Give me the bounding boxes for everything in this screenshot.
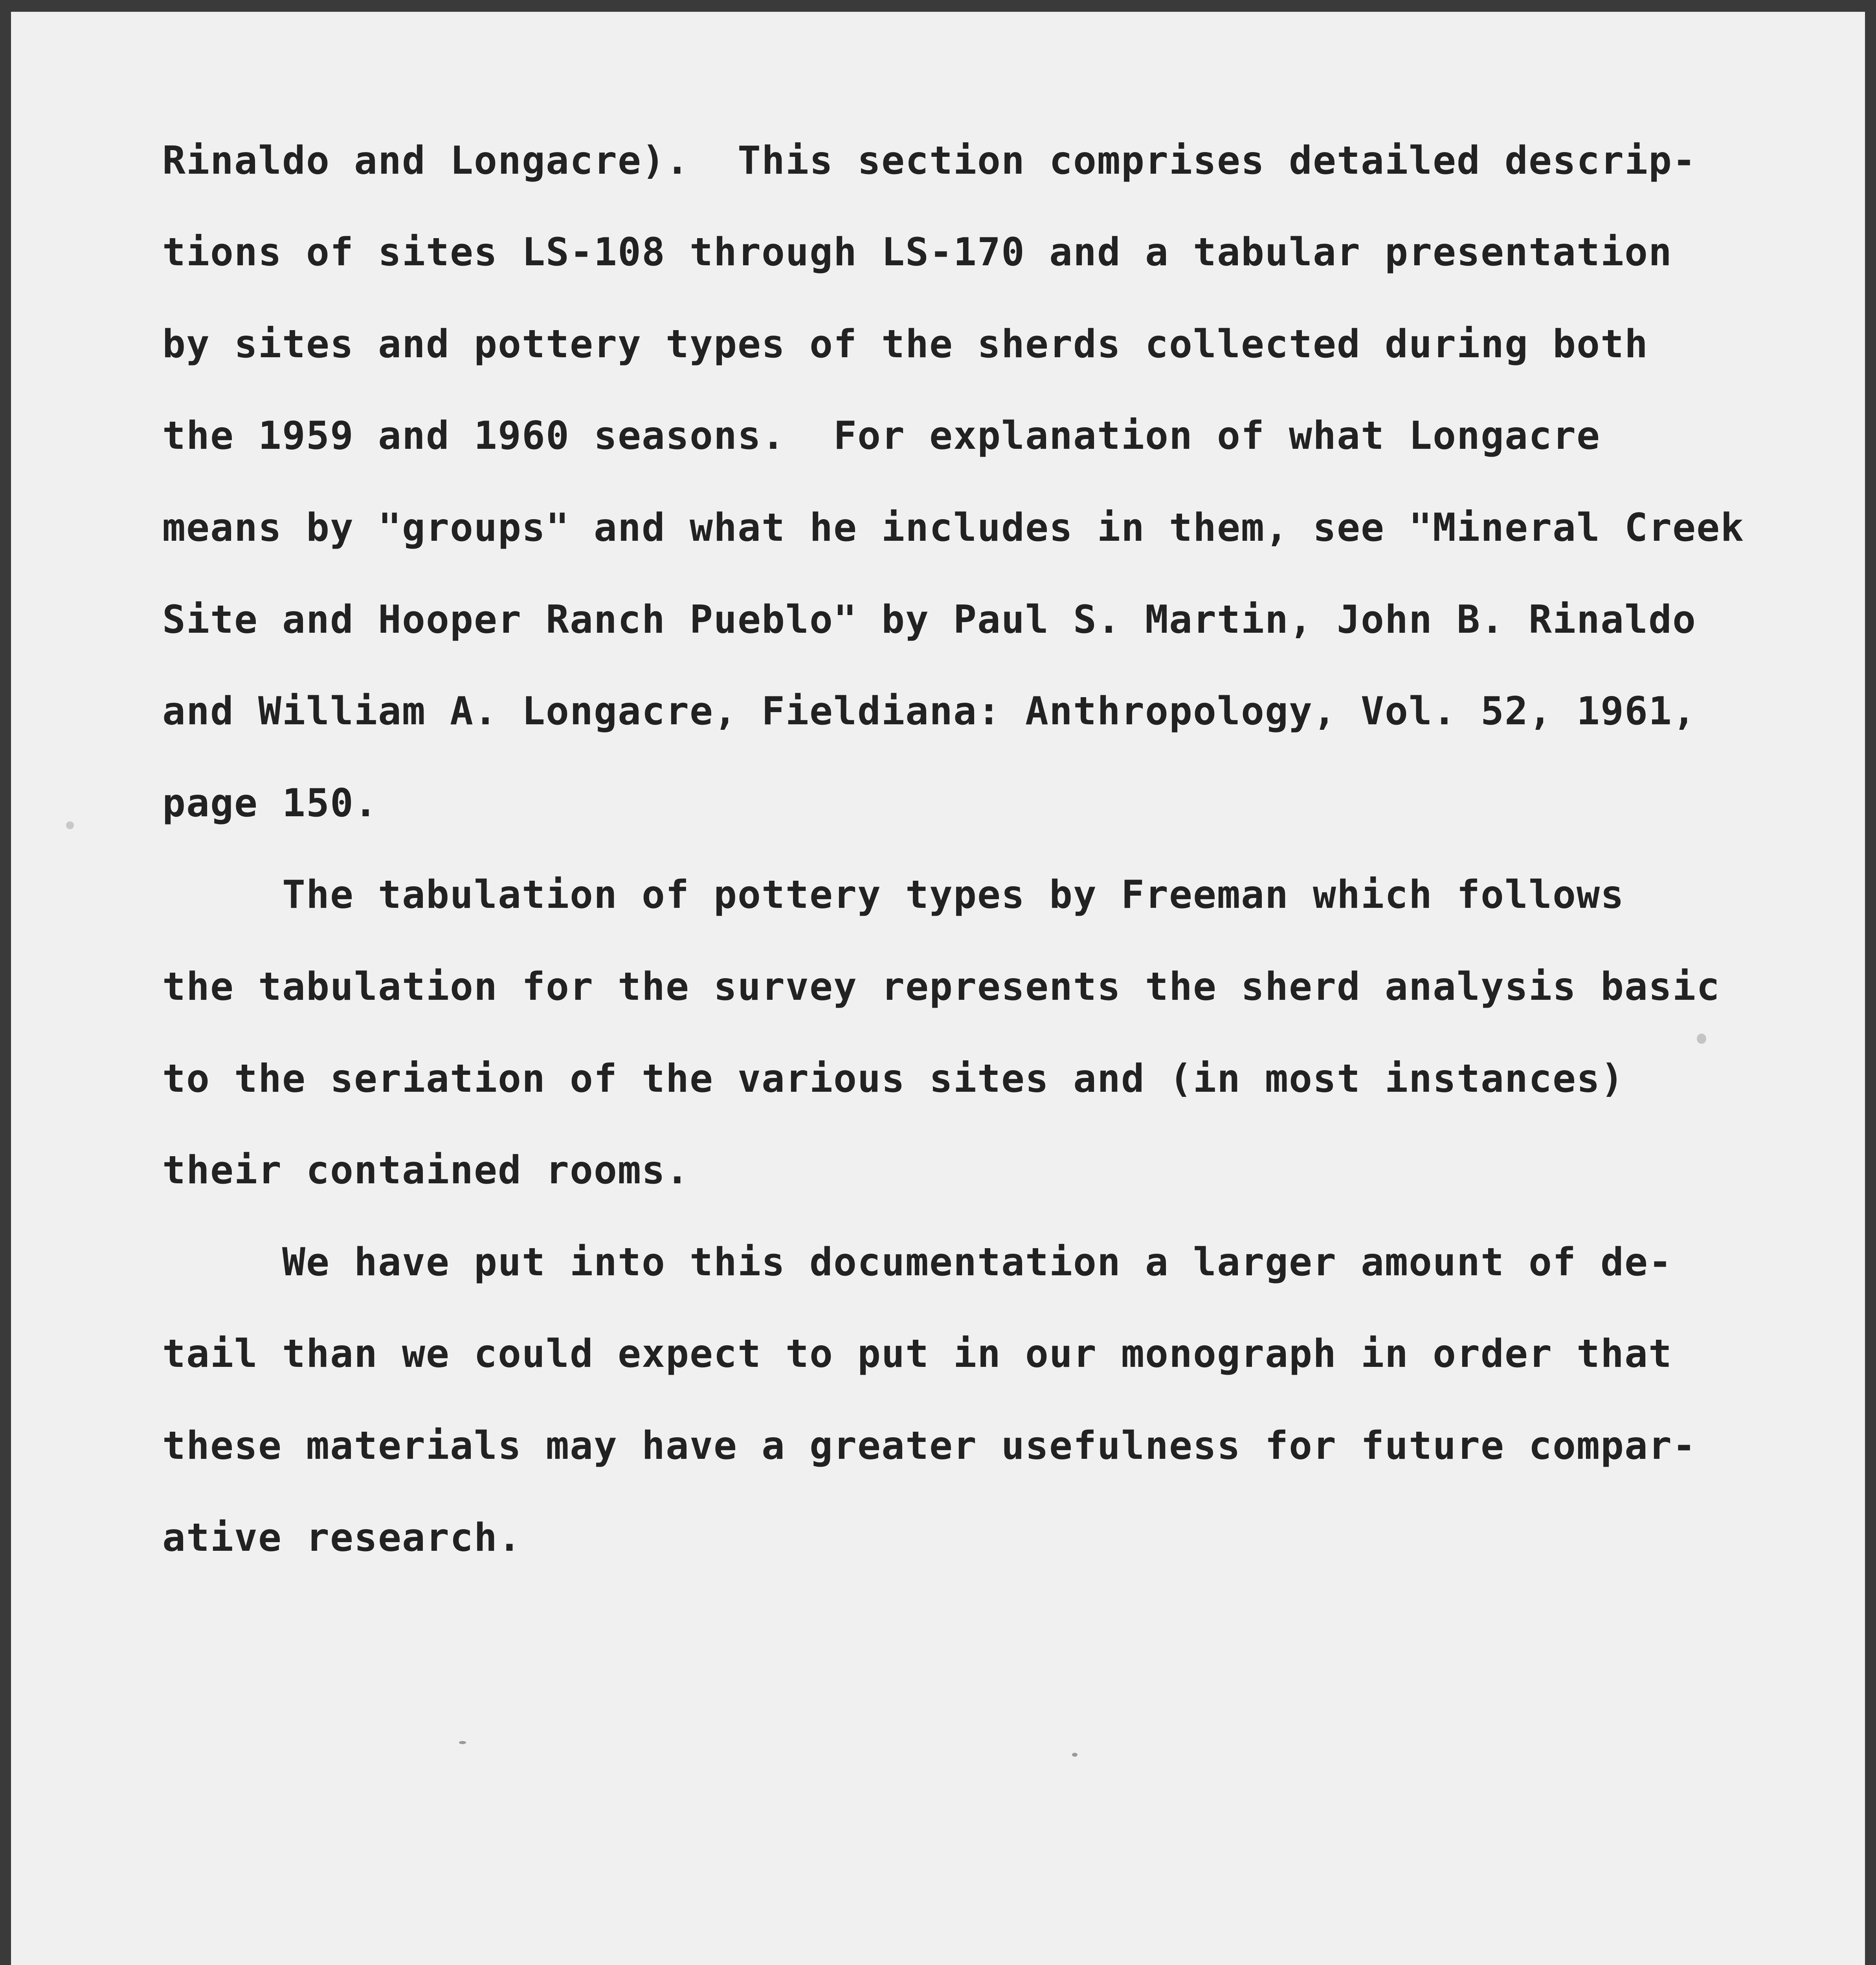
paper-speck <box>1697 1034 1706 1044</box>
text-line-13: We have put into this documentation a larger amount of de- <box>282 1240 1673 1285</box>
text-line-7: and William A. Longacre, Fieldiana: Anthropology, Vol. 52, 1961, <box>162 689 1697 734</box>
document-page <box>11 12 1865 1965</box>
text-line-15: these materials may have a greater usefulness for future compar- <box>162 1423 1697 1468</box>
text-line-9: The tabulation of pottery types by Freeman which follows <box>282 872 1625 917</box>
text-line-1: Rinaldo and Longacre). This section comprises detailed descrip- <box>162 138 1697 183</box>
paper-speck <box>459 1741 466 1744</box>
paper-speck <box>66 821 74 829</box>
text-line-10: the tabulation for the survey represents the sherd analysis basic <box>162 964 1721 1009</box>
text-line-4: the 1959 and 1960 seasons. For explanation of what Longacre <box>162 413 1601 458</box>
text-line-3: by sites and pottery types of the sherds collected during both <box>162 322 1649 367</box>
text-line-2: tions of sites LS-108 through LS-170 and a tabular presentation <box>162 230 1673 275</box>
text-line-12: their contained rooms. <box>162 1148 690 1193</box>
text-line-16: ative research. <box>162 1515 522 1560</box>
text-line-11: to the seriation of the various sites and (in most instances) <box>162 1056 1625 1101</box>
text-line-14: tail than we could expect to put in our monograph in order that <box>162 1331 1673 1376</box>
paper-speck <box>1072 1753 1078 1757</box>
text-line-5: means by "groups" and what he includes in them, see "Mineral Creek <box>162 505 1745 550</box>
text-line-8: page 150. <box>162 781 378 826</box>
text-line-6: Site and Hooper Ranch Pueblo" by Paul S. Martin, John B. Rinaldo <box>162 597 1697 642</box>
